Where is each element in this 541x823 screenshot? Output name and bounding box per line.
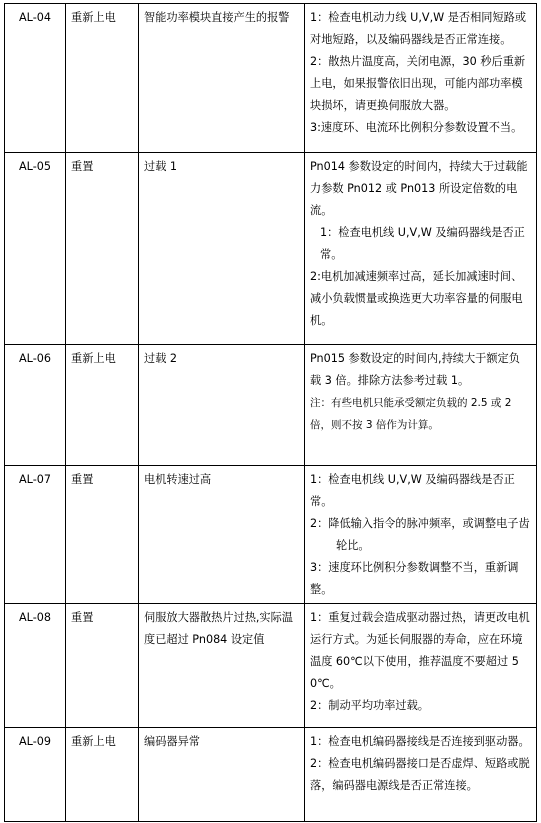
alarm-description	[305, 466, 537, 604]
alarm-name: 电机转速过高	[139, 466, 305, 604]
description-line: 2:电机加减速频率过高，延长加减速时间、减小负载惯量或换选更大功率容量的伺服电机。	[310, 270, 523, 327]
alarm-code: AL-09	[5, 728, 66, 822]
alarm-code: AL-06	[5, 345, 66, 466]
description-line: 2：降低输入指令的脉冲频率，或调整电子齿轮比。	[310, 517, 530, 552]
alarm-description	[305, 345, 537, 466]
description-line: 2：检查电机编码器接口是否虚焊、短路或脱落，编码器电源线是否正常连接。	[310, 757, 530, 792]
reset-method: 重新上电	[66, 345, 139, 466]
alarm-description	[305, 4, 537, 153]
description-line: 注：有些电机只能承受额定负载的 2.5 或 2 倍，则不按 3 倍作为计算。	[310, 397, 512, 431]
description-line: 3：速度环比例积分参数调整不当，重新调整。	[310, 561, 519, 596]
table-row-al-09	[5, 728, 537, 822]
description-line: 1：检查电机线 U,V,W 及编码器线是否正常。	[310, 473, 515, 508]
reset-method: 重置	[66, 604, 139, 728]
description-line: Pn015 参数设定的时间内,持续大于额定负载 3 倍。排除方法参考过载 1。	[310, 352, 520, 387]
alarm-name: 伺服放大器散热片过热,实际温度已超过 Pn084 设定值	[139, 604, 305, 728]
alarm-code: AL-05	[5, 153, 66, 345]
description-line: 1：检查电机线 U,V,W 及编码器线是否正常。	[320, 226, 525, 261]
table-row-al-05	[5, 153, 537, 345]
alarm-description	[305, 728, 537, 822]
reset-method: 重置	[66, 466, 139, 604]
description-line: 1：检查电机编码器接线是否连接到驱动器。	[310, 735, 530, 748]
alarm-name: 编码器异常	[139, 728, 305, 822]
description-line: 1：检查电机动力线 U,V,W 是否相同短路或对地短路，以及编码器线是否正常连接。	[310, 11, 527, 46]
description-line: 1：重复过载会造成驱动器过热，请更改电机运行方式。为延长伺服器的寿命，应在环境温度 60℃以下使用，推荐温度不要超过 50℃。	[310, 611, 530, 690]
table-row-al-08	[5, 604, 537, 728]
reset-method: 重置	[66, 153, 139, 345]
table-row-al-04	[5, 4, 537, 153]
alarm-description	[305, 604, 537, 728]
description-line: 3:速度环、电流环比例积分参数设置不当。	[310, 121, 523, 134]
description-line: 2：制动平均功率过载。	[310, 699, 429, 712]
description-line: 2：散热片温度高，关闭电源，30 秒后重新上电，如果报警依旧出现，可能内部功率模块损坏，请更换伺服放大器。	[310, 55, 526, 112]
reset-method: 重新上电	[66, 728, 139, 822]
alarm-code: AL-07	[5, 466, 66, 604]
alarm-code: AL-04	[5, 4, 66, 153]
alarm-code: AL-08	[5, 604, 66, 728]
description-line: Pn014 参数设定的时间内，持续大于过载能力参数 Pn012 或 Pn013 所设定倍数的电流。	[310, 160, 528, 217]
alarm-name: 智能功率模块直接产生的报警	[139, 4, 305, 153]
alarm-description	[305, 153, 537, 345]
table-row-al-06	[5, 345, 537, 466]
alarm-name: 过载 2	[139, 345, 305, 466]
table-row-al-07	[5, 466, 537, 604]
alarm-name: 过载 1	[139, 153, 305, 345]
reset-method: 重新上电	[66, 4, 139, 153]
alarm-code-table	[4, 3, 537, 822]
